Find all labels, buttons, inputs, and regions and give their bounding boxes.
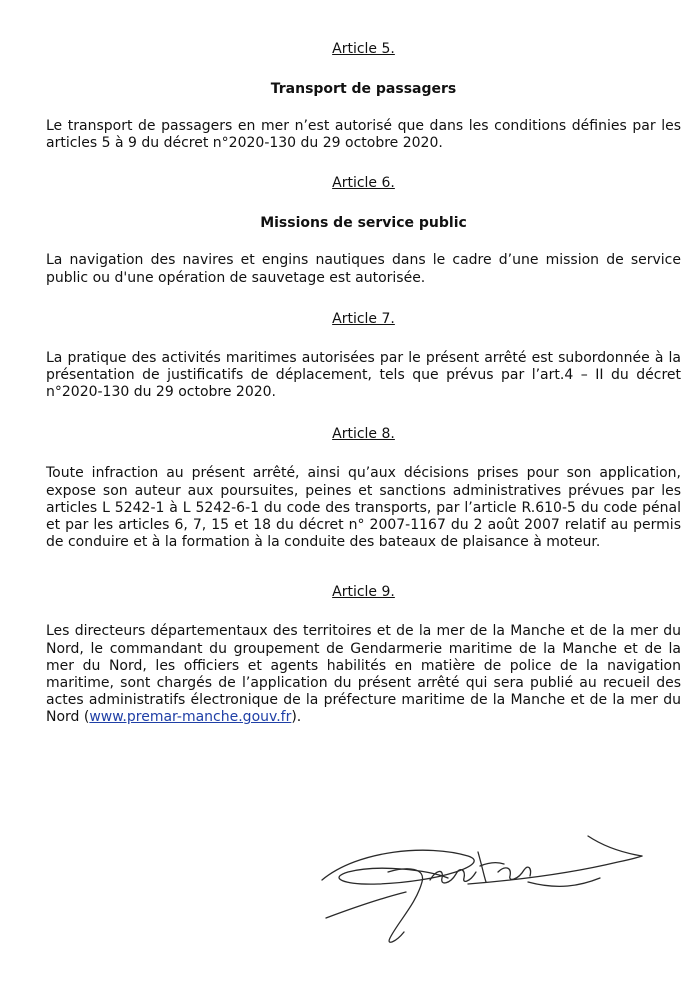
article-9-text-after-link: ).	[291, 709, 302, 726]
article-9-heading: Article 9.	[332, 584, 395, 601]
article-9-text	[46, 623, 681, 726]
premar-website-link[interactable]: www.premar-manche.gouv.fr	[89, 709, 292, 726]
article-7-text: La pratique des activités maritimes autorisées par le présent arrêté est subordonnée à la présentation de justificatifs de déplacement, tels que prévus par l’art.4 – II du décret n°2020-130 du 29 octobre 2020.	[46, 349, 681, 401]
article-5-title: Transport de passagers	[270, 81, 457, 97]
article-8-text: Toute infraction au présent arrêté, ainsi qu’aux décisions prises pour son application, expose son auteur aux poursuites, peines et sanctions administratives prévues par les articles L 5242-1 à L 5242-6-1 du code des transports, par l’article R.610-5 du code pénal et par les articles 6, 7, 15 et 18 du décret n° 2007-1167 du 2 août 2007 relatif au permis de conduire et à la formation à la conduite des bateaux de plaisance à moteur.	[46, 465, 681, 551]
handwritten-signature	[318, 822, 648, 952]
article-6-title: Missions de service public	[260, 215, 467, 232]
document-page	[46, 40, 681, 727]
article-6-text: La navigation des navires et engins nautiques dans le cadre d’une mission de service public ou d'une opération de sauvetage est autorisée.	[46, 252, 681, 286]
article-6-heading: Article 6.	[332, 175, 395, 192]
article-7-heading: Article 7.	[332, 310, 395, 327]
article-8-heading: Article 8.	[332, 426, 395, 443]
article-5-text: Le transport de passagers en mer n’est autorisé que dans les conditions définies par les articles 5 à 9 du décret n°2020-130 du 29 octobre 2020.	[46, 118, 681, 152]
article-5-heading: Article 5.	[332, 41, 395, 57]
article-9-text-before-link: Les directeurs départementaux des territoires et de la mer de la Manche et de la mer du Nord, le commandant du groupement de Gendarmerie maritime de la Manche et de la mer du Nord, les officiers et agents habilités en matière de police de la navigation maritime, sont chargés de l’application du présent arrêté qui sera publié au recueil des actes administratifs électronique de la préfecture maritime de la Manche et de la mer du Nord (	[46, 623, 681, 726]
